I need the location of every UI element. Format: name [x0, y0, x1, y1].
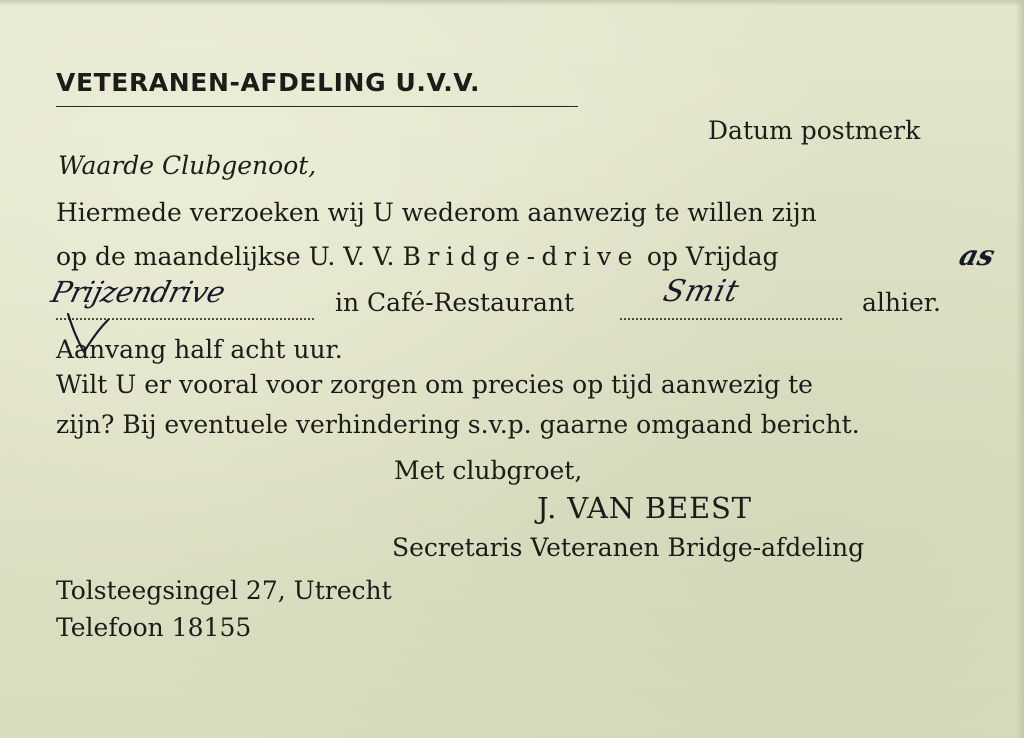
- address: Tolsteegsingel 27, Utrecht: [56, 576, 392, 605]
- paragraph1-line4: Aanvang half acht uur.: [56, 335, 343, 364]
- paragraph2-line1: Wilt U er vooral voor zorgen om precies op tijd aanwezig te: [56, 370, 813, 399]
- bridge-drive-spaced: Bridge-drive: [402, 242, 639, 271]
- date-postmark-label: Datum postmerk: [708, 116, 921, 145]
- phone-number: Telefoon 18155: [56, 613, 252, 642]
- paragraph1-line1: Hiermede verzoeken wij U wederom aanwezig te willen zijn: [56, 198, 817, 227]
- handwritten-venue-fill: Smit: [659, 274, 744, 309]
- handwritten-date-fill: as: [956, 239, 999, 272]
- card-edge-shadow-right: [1016, 0, 1024, 738]
- paragraph2-line2: zijn? Bij eventuele verhindering s.v.p. gaarne omgaand bericht.: [56, 410, 860, 439]
- paragraph1-line3-venue: in Café-Restaurant: [335, 288, 575, 317]
- signatory-name: J. VAN BEEST: [537, 491, 752, 525]
- greeting: Waarde Clubgenoot,: [58, 151, 317, 180]
- card-edge-shadow-top: [0, 0, 1024, 6]
- heading-underline: [56, 106, 578, 107]
- closing-greeting: Met clubgroet,: [394, 456, 583, 485]
- paragraph1-line2: [56, 244, 779, 269]
- paragraph1-line3-alhier: alhier.: [862, 288, 941, 317]
- line2-start: op de maandelijkse U. V. V.: [56, 242, 403, 271]
- venue-fill-dotted-line: [620, 318, 842, 320]
- card-heading: VETERANEN-AFDELING U.V.V.: [56, 68, 481, 97]
- signatory-title: Secretaris Veteranen Bridge-afdeling: [392, 533, 865, 562]
- line2-end: op Vrijdag: [638, 242, 779, 271]
- handwritten-event-fill: Prijzendrive: [47, 275, 229, 309]
